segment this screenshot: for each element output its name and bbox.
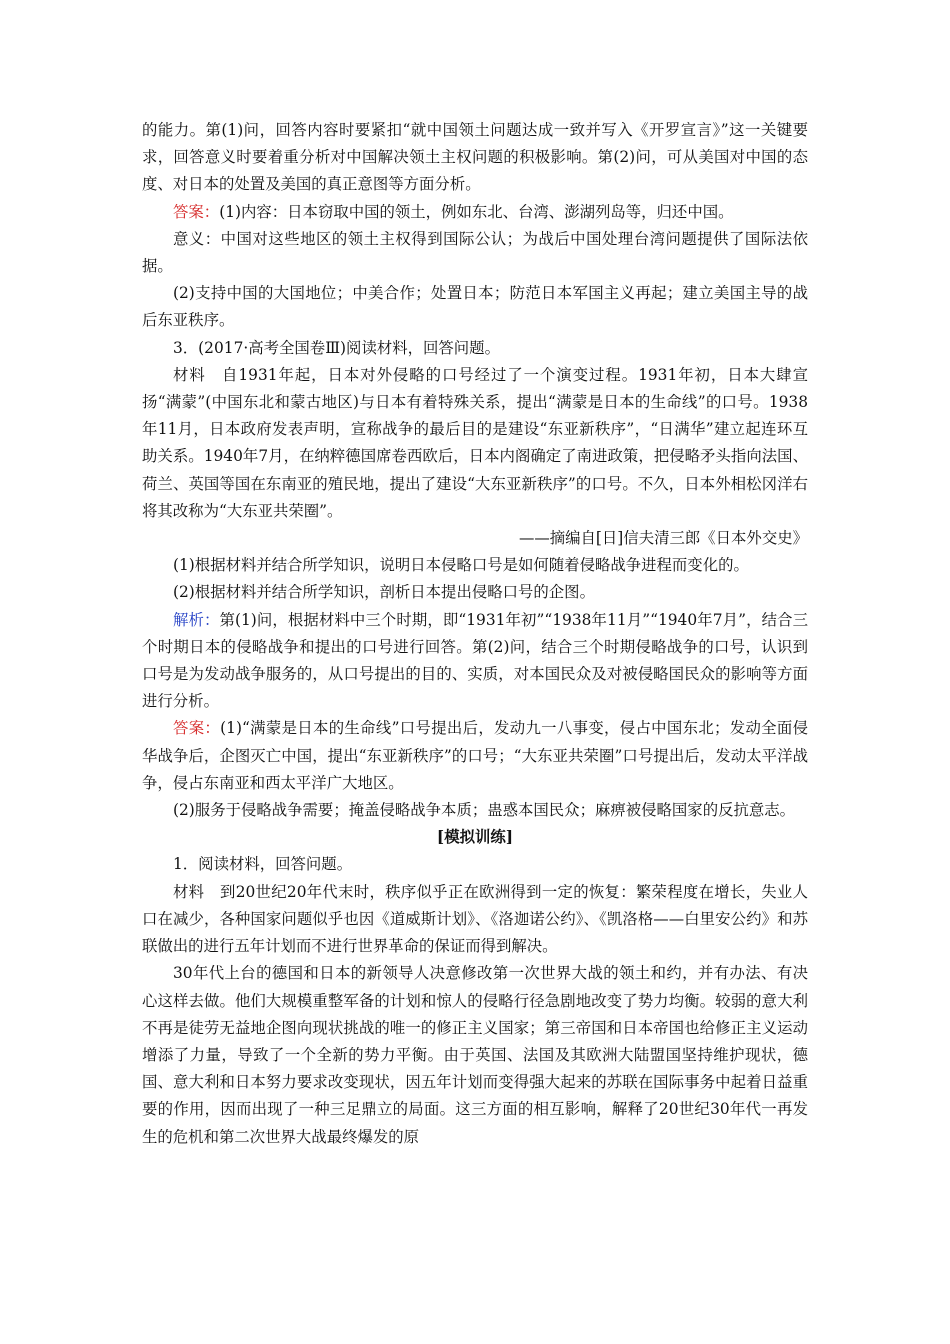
material-paragraph: 30年代上台的德国和日本的新领导人决意修改第一次世界大战的领土和约，并有办法、有决心这样去做。他们大规模重整军备的计划和惊人的侵略行径急剧地改变了势力均衡。较弱的意大利不再是徒劳无益地企图向现状挑战的唯一的修正主义国家；第三帝国和日本帝国也给修正主义运动增添了力量，导致了一个全新的势力平衡。由于英国、法国及其欧洲大陆盟国坚持维护现状，德国、意大利和日本努力要求改变现状，因五年计划而变得强大起来的苏联在国际事务中起着日益重要的作用，因而出现了一种三足鼎立的局面。这三方面的相互影响，解释了20世纪30年代一再发生的危机和第二次世界大战最终爆发的原 — [142, 964, 808, 1146]
question-title: 1．阅读材料，回答问题。 — [173, 855, 353, 874]
document-body — [142, 117, 808, 1151]
sub-question: (1)根据材料并结合所学知识，说明日本侵略口号是如何随着侵略战争进程而变化的。 — [173, 556, 749, 575]
answer-paragraph: (2)支持中国的大国地位；中美合作；处置日本；防范日本军国主义再起；建立美国主导的战后东亚秩序。 — [142, 284, 808, 330]
answer-label: 答案： — [173, 202, 220, 221]
section-title: [模拟训练] — [436, 828, 514, 847]
answer-paragraph — [142, 199, 808, 226]
question-title: 3．(2017·高考全国卷Ⅲ)阅读材料，回答问题。 — [173, 338, 500, 357]
analysis-label: 解析： — [173, 610, 220, 629]
answer-paragraph: (2)服务于侵略战争需要；掩盖侵略战争本质；蛊惑本国民众；麻痹被侵略国家的反抗意志。 — [173, 801, 796, 820]
answer-text: (1)“满蒙是日本的生命线”口号提出后，发动九一八事变，侵占中国东北；发动全面侵华战争后，企图灭亡中国，提出“东亚新秩序”的口号；“大东亚共荣圈”口号提出后，发动太平洋战争，侵占东南亚和西太平洋广大地区。 — [142, 719, 808, 792]
answer-paragraph: 意义：中国对这些地区的领土主权得到国际公认；为战后中国处理台湾问题提供了国际法依据。 — [142, 229, 808, 276]
material-paragraph: 材料 自1931年起，日本对外侵略的口号经过了一个演变过程。1931年初，日本大肆宣扬“满蒙”(中国东北和蒙古地区)与日本有着特殊关系，提出“满蒙是日本的生命线”的口号。1938年11月，日本政府发表声明，宣称战争的最后目的是建设“东亚新秩序”，“日满华”建立起连环互助关系。1940年7月，在纳粹德国席卷西欧后，日本内阁确定了南进政策，把侵略矛头指向法国、荷兰、英国等国在东南亚的殖民地，提出了建设“大东亚新秩序”的口号。不久，日本外相松冈洋右将其改称为“大东亚共荣圈”。 — [142, 365, 808, 520]
analysis-text: 第(1)问，根据材料中三个时期，即“1931年初”“1938年11月”“1940年7月”，结合三个时期日本的侵略战争和提出的口号进行回答。第(2)问，结合三个时期侵略战争的口号，认识到口号是为发动战争服务的，从口号提出的目的、实质，对本国民众及对被侵略国民众的影响等方面进行分析。 — [142, 610, 808, 711]
material-source: ——摘编自[日]信夫清三郎《日本外交史》 — [518, 529, 808, 548]
sub-question: (2)根据材料并结合所学知识，剖析日本提出侵略口号的企图。 — [173, 583, 595, 602]
answer-text: (1)内容：日本窃取中国的领土，例如东北、台湾、澎湖列岛等，归还中国。 — [219, 202, 734, 221]
analysis-paragraph — [142, 607, 808, 716]
material-paragraph: 材料 到20世纪20年代末时，秩序似乎正在欧洲得到一定的恢复：繁荣程度在增长，失业人口在减少，各种国家问题似乎也因《道威斯计划》、《洛迦诺公约》、《凯洛格——白里安公约》和苏联做出的进行五年计划而不进行世界革命的保证而得到解决。 — [142, 882, 808, 956]
answer-paragraph — [142, 715, 808, 797]
answer-label: 答案： — [173, 719, 221, 738]
analysis-continuation: 的能力。第(1)问，回答内容时要紧扣“就中国领土问题达成一致并写入《开罗宣言》”这一关键要求，回答意义时要着重分析对中国解决领土主权问题的积极影响。第(2)问，可从美国对中国的态度、对日本的处置及美国的真正意图等方面分析。 — [142, 121, 808, 194]
